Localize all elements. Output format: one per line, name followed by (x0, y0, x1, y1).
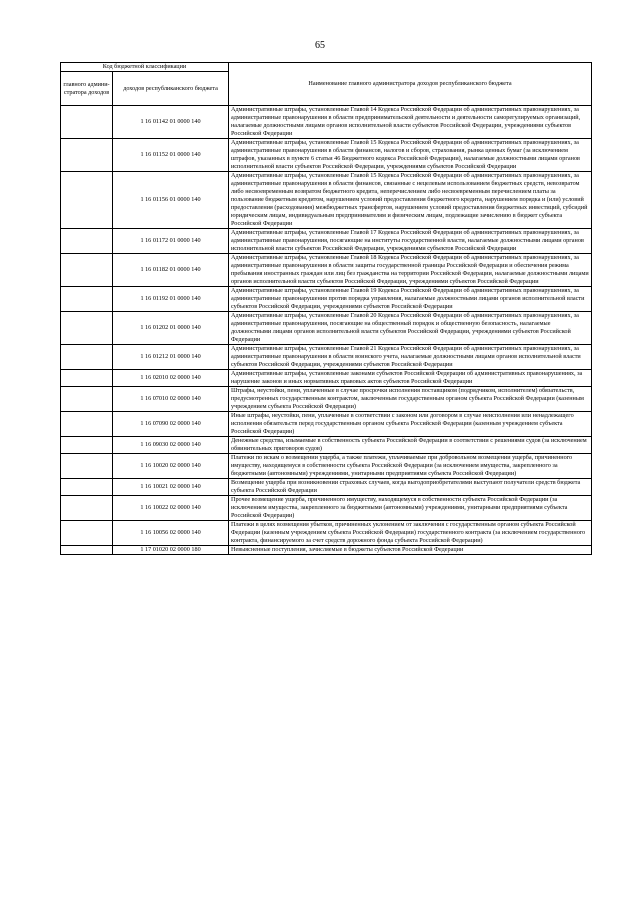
admin-code-cell (61, 345, 113, 370)
admin-code-cell (61, 172, 113, 229)
revenue-name-cell: Иные штрафы, неустойки, пени, уплаченные в соответствии с законом или договором в случае неисполнения или ненадлежащего исполнения обязательств перед государственным органом субъекта Российской Федерации (казенным учреждением субъекта Российской Федерации) (229, 412, 592, 437)
table-row (61, 287, 592, 312)
admin-code-cell (61, 546, 113, 555)
revenue-name-cell: Возмещение ущерба при возникновении страховых случаев, когда выгодоприобретателями выступают получатели средств бюджета субъекта Российской Федерации (229, 479, 592, 496)
admin-code-cell (61, 454, 113, 479)
revenue-name-cell: Платежи по искам о возмещении ущерба, а также платежи, уплачиваемые при добровольном возмещении ущерба, причиненного имуществу, находящемуся в собственности субъекта Российской Федерации (за исключением имущества, закрепленного за бюджетными (автономными) учреждениями, унитарными предприятиями субъекта Российской Федерации) (229, 454, 592, 479)
admin-code-cell (61, 106, 113, 139)
table-row (61, 412, 592, 437)
admin-code-cell (61, 312, 113, 345)
table-row (61, 370, 592, 387)
table-row (61, 546, 592, 555)
header-group-budget-code: Код бюджетной классификации (61, 63, 229, 72)
admin-code-cell (61, 521, 113, 546)
table-row (61, 229, 592, 254)
revenue-code-cell: 1 17 01020 02 0000 180 (113, 546, 229, 555)
table-row (61, 312, 592, 345)
revenue-code-cell: 1 16 02010 02 0000 140 (113, 370, 229, 387)
revenue-name-cell: Административные штрафы, установленные Главой 15 Кодекса Российской Федерации об административных правонарушениях, за административные правонарушения в области финансов, связанные с нецелевым использованием бюджетных средств, невозвратом либо несвоевременным возвратом бюджетного кредита, неперечислением либо несвоевременным перечислением платы за пользование бюджетным кредитом, нарушением условий предоставления бюджетного кредита, нарушением порядка и (или) условий предоставления (расходования) межбюджетных трансфертов, нарушением условий предоставления бюджетных инвестиций, субсидий юридическим лицам, индивидуальным предпринимателям и физическим лицам, подлежащие зачислению в бюджет субъекта Российской Федерации (229, 172, 592, 229)
revenue-code-cell: 1 16 10020 02 0000 140 (113, 454, 229, 479)
revenue-name-cell: Невыясненные поступления, зачисляемые в бюджеты субъектов Российской Федерации (229, 546, 592, 555)
revenue-code-cell: 1 16 09030 02 0000 140 (113, 437, 229, 454)
header-revenue-code: доходов республиканского бюджета (113, 72, 229, 106)
revenue-name-cell: Административные штрафы, установленные Главой 17 Кодекса Российской Федерации об административных правонарушениях, за административные правонарушения, посягающие на институты государственной власти, налагаемые должностными лицами органов исполнительной власти субъектов Российской Федерации, учреждениями субъектов Российской Федерации (229, 229, 592, 254)
admin-code-cell (61, 496, 113, 521)
revenue-code-cell: 1 16 01212 01 0000 140 (113, 345, 229, 370)
table-row (61, 479, 592, 496)
revenue-name-cell: Административные штрафы, установленные Главой 21 Кодекса Российской Федерации об административных правонарушениях, за административные правонарушения в области воинского учета, налагаемые должностными лицами органов исполнительной власти субъектов Российской Федерации, учреждениями субъектов Российской Федерации (229, 345, 592, 370)
revenue-code-cell: 1 16 01182 01 0000 140 (113, 254, 229, 287)
admin-code-cell (61, 139, 113, 172)
revenue-code-cell: 1 16 07010 02 0000 140 (113, 387, 229, 412)
revenue-name-cell: Прочее возмещение ущерба, причиненного имуществу, находящемуся в собственности субъекта Российской Федерации (за исключением имущества, закрепленного за бюджетными (автономными) учреждениями, унитарными предприятиями субъекта Российской Федерации) (229, 496, 592, 521)
revenue-name-cell: Административные штрафы, установленные законами субъектов Российской Федерации об административных правонарушениях, за нарушение законов и иных нормативных правовых актов субъектов Российской Федерации (229, 370, 592, 387)
admin-code-cell (61, 412, 113, 437)
table-body (61, 106, 592, 555)
admin-code-cell (61, 254, 113, 287)
revenue-code-cell: 1 16 10022 02 0000 140 (113, 496, 229, 521)
revenue-name-cell: Штрафы, неустойки, пени, уплаченные в случае просрочки исполнения поставщиком (подрядчиком, исполнителем) обязательств, предусмотренных государственным контрактом, заключенным государственным органом субъекта Российской Федерации (казенным учреждением субъекта Российской Федерации) (229, 387, 592, 412)
admin-code-cell (61, 437, 113, 454)
header-main-admin: главного админи-стратора доходов (61, 72, 113, 106)
table-row (61, 437, 592, 454)
table-row (61, 387, 592, 412)
revenue-code-cell: 1 16 07090 02 0000 140 (113, 412, 229, 437)
table-row (61, 345, 592, 370)
revenue-code-cell: 1 16 01192 01 0000 140 (113, 287, 229, 312)
budget-classification-table (60, 62, 592, 555)
revenue-name-cell: Административные штрафы, установленные Главой 18 Кодекса Российской Федерации об административных правонарушениях, за административные правонарушения в области защиты государственной границы Российской Федерации и обеспечения режима пребывания иностранных граждан или лиц без гражданства на территории Российской Федерации, налагаемые должностными лицами органов исполнительной власти субъектов Российской Федерации, учреждениями субъектов Российской Федерации (229, 254, 592, 287)
table-row (61, 139, 592, 172)
revenue-code-cell: 1 16 01152 01 0000 140 (113, 139, 229, 172)
table-row (61, 254, 592, 287)
table-row (61, 496, 592, 521)
revenue-code-cell: 1 16 01202 01 0000 140 (113, 312, 229, 345)
revenue-name-cell: Административные штрафы, установленные Главой 20 Кодекса Российской Федерации об административных правонарушениях, за административные правонарушения, посягающие на общественный порядок и общественную безопасность, налагаемые должностными лицами органов исполнительной власти субъектов Российской Федерации, учреждениями субъектов Российской Федерации (229, 312, 592, 345)
table-row (61, 172, 592, 229)
admin-code-cell (61, 229, 113, 254)
admin-code-cell (61, 479, 113, 496)
admin-code-cell (61, 387, 113, 412)
revenue-name-cell: Административные штрафы, установленные Главой 15 Кодекса Российской Федерации об административных правонарушениях, за административные правонарушения в области финансов, налогов и сборов, страхования, рынка ценных бумаг (за исключением штрафов, указанных в пункте 6 статьи 46 Бюджетного кодекса Российской Федерации), налагаемые должностными лицами органов исполнительной власти субъектов Российской Федерации, учреждениями субъектов Российской Федерации (229, 139, 592, 172)
revenue-code-cell: 1 16 01142 01 0000 140 (113, 106, 229, 139)
revenue-name-cell: Административные штрафы, установленные Главой 14 Кодекса Российской Федерации об административных правонарушениях, за административные правонарушения в области предпринимательской деятельности и деятельности саморегулируемых организаций, налагаемые должностными лицами органов исполнительной власти субъектов Российской Федерации, учреждениями субъектов Российской Федерации (229, 106, 592, 139)
table-row (61, 521, 592, 546)
revenue-name-cell: Денежные средства, изымаемые в собственность субъекта Российской Федерации в соответствии с решениями судов (за исключением обвинительных приговоров судов) (229, 437, 592, 454)
revenue-code-cell: 1 16 01156 01 0000 140 (113, 172, 229, 229)
revenue-name-cell: Платежи в целях возмещения убытков, причиненных уклонением от заключения с государственным органом субъекта Российской Федерации (казенным учреждением субъекта Российской Федерации) государственного контракта (за исключением государственного контракта, финансируемого за счет средств дорожного фонда субъекта Российской Федерации) (229, 521, 592, 546)
revenue-code-cell: 1 16 10056 02 0000 140 (113, 521, 229, 546)
table-row (61, 454, 592, 479)
table-row (61, 106, 592, 139)
header-admin-name: Наименование главного администратора доходов республиканского бюджета (229, 63, 592, 106)
admin-code-cell (61, 370, 113, 387)
page-number: 65 (315, 40, 325, 51)
revenue-code-cell: 1 16 10021 02 0000 140 (113, 479, 229, 496)
revenue-name-cell: Административные штрафы, установленные Главой 19 Кодекса Российской Федерации об административных правонарушениях, за административные правонарушения против порядка управления, налагаемые должностными лицами органов исполнительной власти субъектов Российской Федерации, учреждениями субъектов Российской Федерации (229, 287, 592, 312)
admin-code-cell (61, 287, 113, 312)
revenue-code-cell: 1 16 01172 01 0000 140 (113, 229, 229, 254)
